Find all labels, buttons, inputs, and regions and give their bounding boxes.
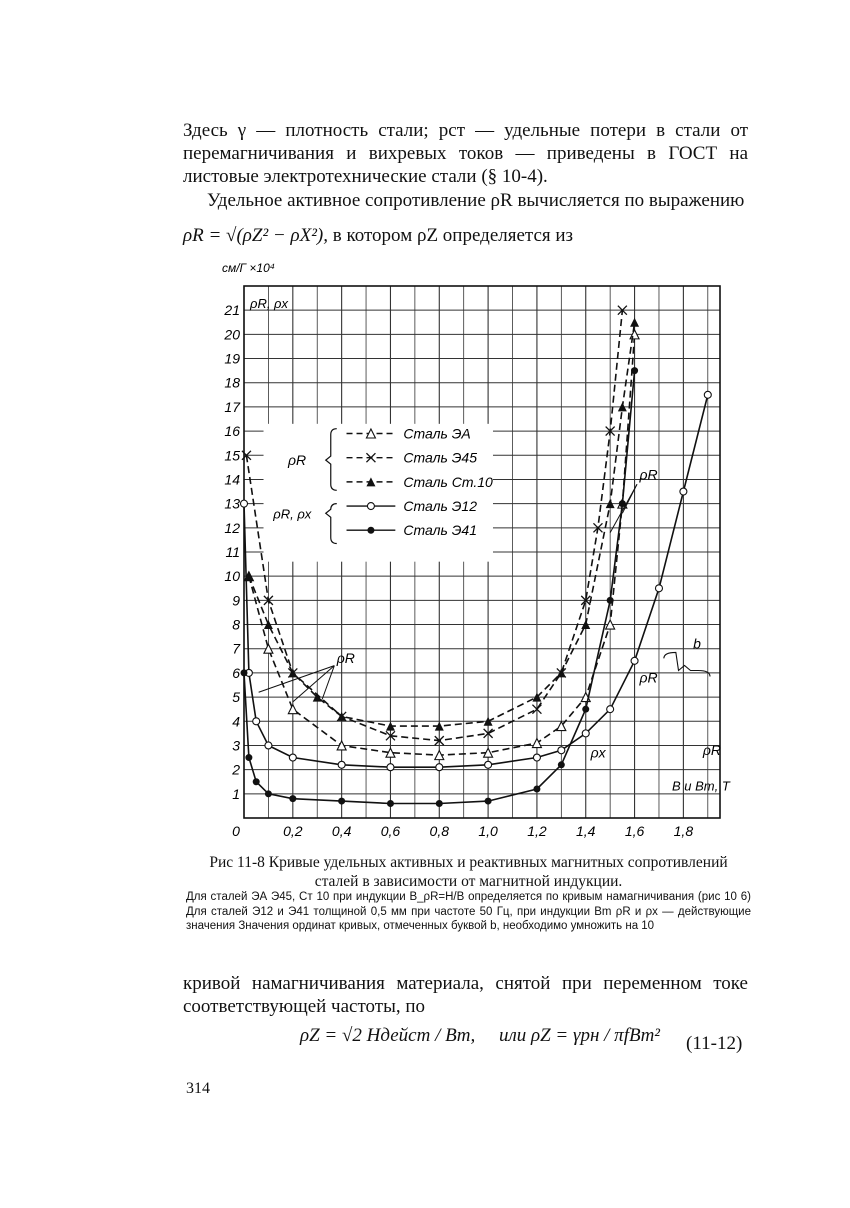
x-tick-label: 0,6: [380, 823, 401, 839]
legend-label: Сталь Э41: [403, 522, 478, 539]
annotation-label: ρR: [702, 742, 722, 759]
marker-circle-filled: [607, 597, 614, 604]
y-tick-label: 10: [224, 568, 240, 585]
marker-circle-open: [241, 500, 248, 507]
marker-circle-filled: [582, 706, 589, 713]
y-tick-label: 14: [224, 471, 240, 488]
figure-note: Для сталей ЭА Э45, Ст 10 при индукции B_ρR=H/B определяется по кривым намагничивания (рис 10 6) Для сталей Э12 и Э41 толщиной 0,5 мм при частоте 50 Гц, при индукции Bm ρR и ρx — действующие значения Значения ординат кривых, отмеченных буквой b, необходимо умножить на 10: [186, 891, 751, 932]
legend-label: Сталь Э45: [403, 449, 478, 466]
y-tick-label: 13: [224, 495, 240, 512]
marker-circle-open: [582, 730, 589, 737]
y-tick-label: 11: [225, 544, 240, 560]
legend-label: Сталь Э12: [403, 498, 478, 515]
y-tick-label: 8: [232, 616, 240, 633]
chart-legend: [264, 424, 493, 562]
marker-circle-filled: [485, 798, 492, 805]
marker-circle-filled: [631, 367, 638, 374]
y-tick-label: 19: [224, 350, 240, 367]
marker-circle-filled: [338, 798, 345, 805]
marker-circle-open: [558, 747, 565, 754]
marker-triangle-filled: [630, 318, 639, 327]
equation-number: (11-12): [686, 1033, 743, 1054]
legend-background: [264, 424, 493, 562]
marker-circle-open: [680, 488, 687, 495]
y-tick-label: 4: [232, 713, 240, 730]
y-tick-label: 12: [224, 519, 240, 536]
marker-circle-open: [253, 718, 260, 725]
marker-circle-open: [338, 761, 345, 768]
y-tick-label: 1: [232, 785, 240, 802]
y-unit-label: см/Г ×10⁴: [222, 261, 275, 275]
x-tick-label: 1,0: [478, 823, 498, 839]
paragraph-2: Удельное активное сопротивление ρR вычисляется по выражению: [207, 190, 745, 211]
annotation-label: ρx: [590, 744, 606, 761]
marker-circle-open: [265, 742, 272, 749]
annotation-label: ρR: [639, 466, 658, 483]
y-tick-label: 6: [232, 664, 240, 681]
legend-label: Сталь Ст.10: [403, 473, 493, 490]
inline-formula: ρR = √(ρZ² − ρX²),: [183, 225, 329, 246]
x-tick-label: 0: [232, 823, 240, 839]
paragraph-3: [183, 224, 748, 247]
chart: [218, 258, 738, 843]
marker-circle-open: [704, 391, 711, 398]
y-tick-label: 20: [224, 326, 240, 343]
marker-circle-filled: [367, 527, 374, 534]
figure-caption: Рис 11-8 Кривые удельных активных и реактивных магнитных сопротивлений сталей в зависимости от магнитной индукции.: [209, 854, 728, 890]
legend-group-label: ρR, ρx: [273, 506, 312, 522]
marker-circle-open: [631, 657, 638, 664]
marker-circle-filled: [387, 800, 394, 807]
marker-circle-filled: [265, 790, 272, 797]
marker-circle-filled: [558, 761, 565, 768]
marker-circle-open: [607, 706, 614, 713]
marker-circle-filled: [245, 754, 252, 761]
equation-left: ρZ = √2 Hдейст / Bm,: [300, 1025, 476, 1046]
marker-circle-filled: [253, 778, 260, 785]
annotation-label: ρR: [639, 669, 658, 686]
y-tick-label: 5: [232, 689, 240, 706]
x-tick-label: 1,6: [624, 823, 645, 839]
x-tick-label: 0,2: [283, 823, 303, 839]
y-tick-label: 17: [224, 398, 240, 415]
equation-right: или ρZ = γpн / πfBm²: [498, 1025, 661, 1046]
marker-circle-open: [436, 764, 443, 771]
y-tick-label: 15: [224, 447, 240, 464]
paragraph-4: кривой намагничивания материала, снятой при переменном токе соответствующей частоты, по: [183, 973, 748, 1017]
marker-circle-open: [485, 761, 492, 768]
x-tick-label: 1,4: [576, 823, 596, 839]
equation-11-12: [300, 1025, 660, 1047]
marker-circle-filled: [241, 669, 248, 676]
marker-circle-open: [367, 503, 374, 510]
marker-circle-open: [387, 764, 394, 771]
marker-triangle-open: [288, 705, 297, 714]
marker-circle-filled: [533, 785, 540, 792]
y-tick-label: 3: [232, 737, 240, 754]
x-tick-label: 0,4: [331, 823, 352, 839]
x-tick-label: 1,2: [527, 823, 547, 839]
paragraph-3-text: в котором ρZ определяется из: [332, 225, 574, 246]
marker-circle-filled: [436, 800, 443, 807]
y-tick-label: 2: [232, 761, 240, 778]
marker-circle-open: [533, 754, 540, 761]
paragraph-1: Здесь γ — плотность стали; pст — удельные потери в стали от перемагничивания и вихревых токов — приведены в ГОСТ на листовые электротехнические стали (§ 10-4).: [183, 120, 748, 187]
y-tick-label: 16: [224, 423, 240, 440]
x-tick-label: 0,8: [429, 823, 450, 839]
y-corner-label: ρR, ρx: [250, 296, 289, 311]
y-tick-label: 21: [224, 302, 240, 319]
x-unit-label: B и Bm, T: [672, 778, 730, 794]
marker-circle-filled: [289, 795, 296, 802]
marker-circle-open: [655, 585, 662, 592]
legend-label: Сталь ЭА: [403, 425, 471, 442]
y-tick-label: 18: [224, 374, 240, 391]
y-tick-label: 7: [232, 640, 240, 657]
page-number: 314: [186, 1080, 210, 1097]
x-tick-label: 1,8: [673, 823, 694, 839]
annotation-label: b: [693, 635, 701, 652]
legend-group-label: ρR: [287, 452, 307, 469]
y-tick-label: 9: [232, 592, 240, 609]
annotation-label: ρR: [336, 650, 355, 667]
marker-circle-open: [289, 754, 296, 761]
